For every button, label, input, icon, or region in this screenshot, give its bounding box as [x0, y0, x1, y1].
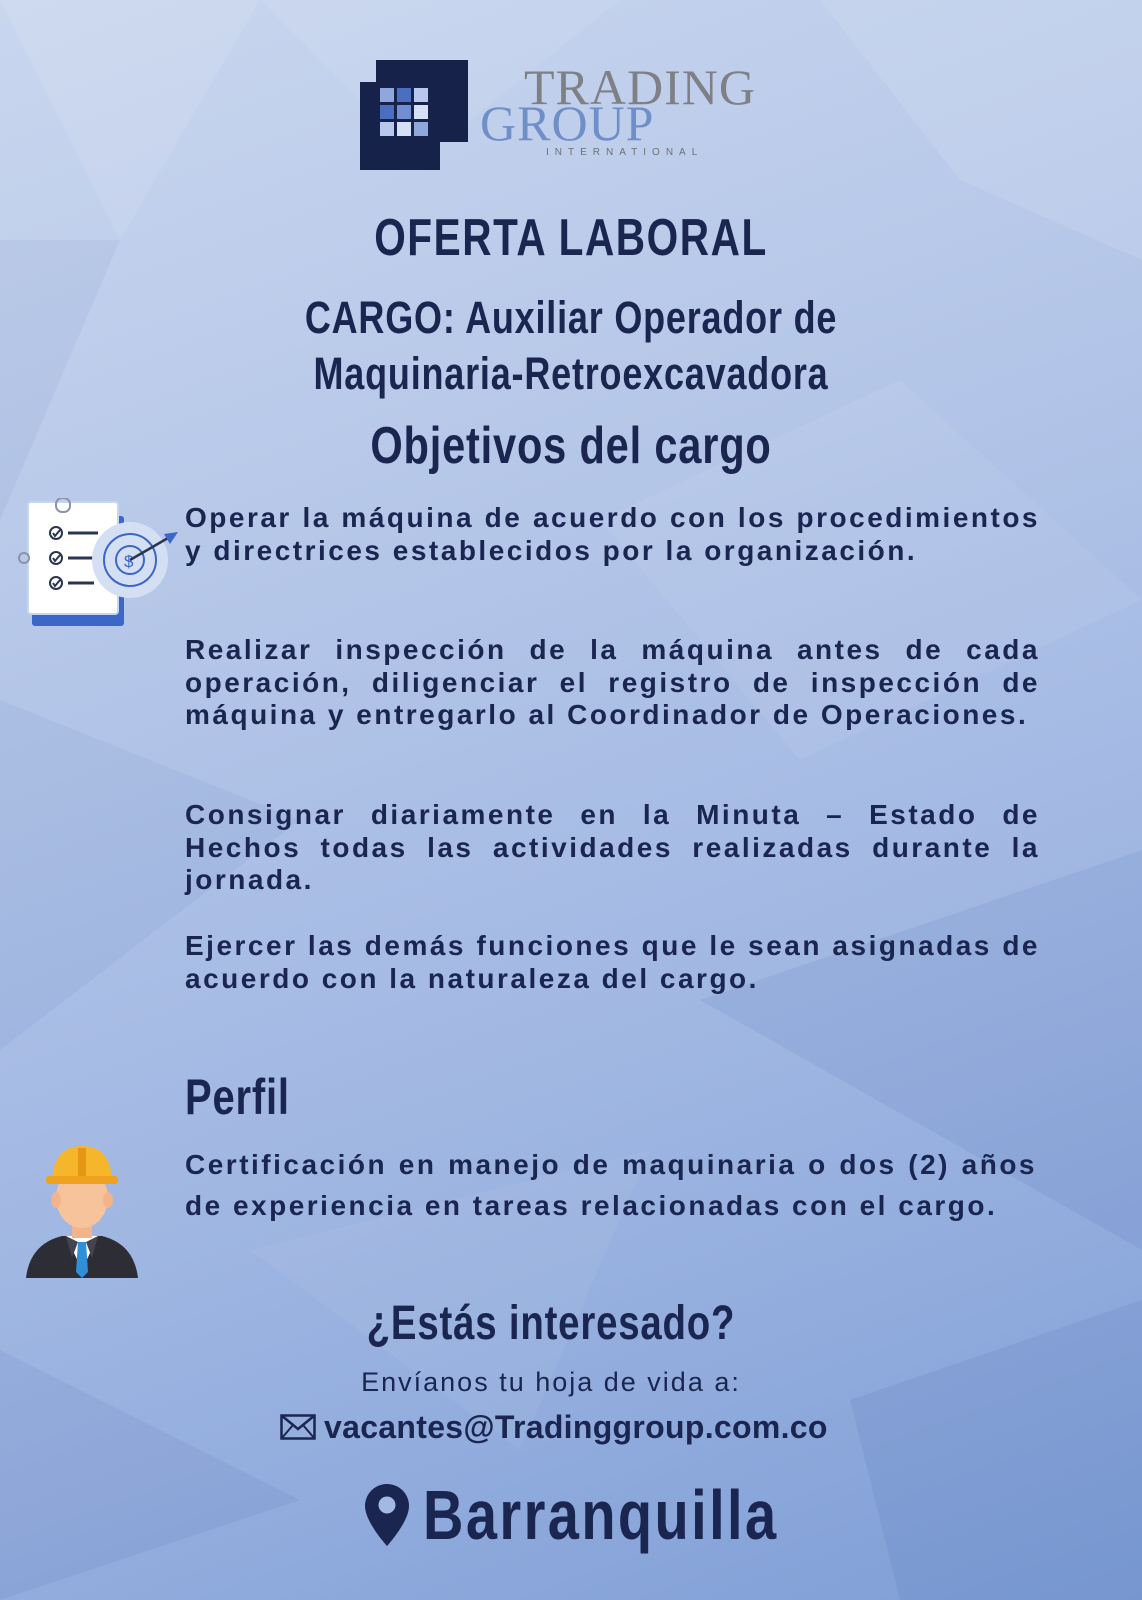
location	[365, 1470, 867, 1560]
logo-word-group: GROUP	[480, 95, 655, 151]
company-logo	[360, 60, 780, 175]
profile-text: Certificación en manejo de maquinaria o dos (2) años de experiencia en tareas relacionadas con el cargo.	[185, 1149, 1037, 1221]
objective-item: Ejercer las demás funciones que le sean asignadas de acuerdo con la naturaleza del cargo.	[185, 930, 1040, 994]
profile-heading: Perfil	[185, 1069, 290, 1125]
objectives-heading: Objetivos del cargo	[370, 417, 772, 475]
job-position-line-1: CARGO: Auxiliar Operador de	[304, 292, 838, 343]
map-pin-icon	[365, 1484, 409, 1546]
cta-heading: ¿Estás interesado?	[366, 1297, 736, 1350]
envelope-icon	[280, 1414, 316, 1440]
email-contact[interactable]	[280, 1407, 828, 1447]
logo-word-international: INTERNATIONAL	[546, 147, 704, 158]
objective-item: Realizar inspección de la máquina antes de cada operación, diligenciar el registro de inspección de máquina y entregarlo al Coordinador de Operaciones.	[185, 634, 1040, 730]
location-city: Barranquilla	[423, 1476, 779, 1554]
construction-worker-illustration	[26, 1146, 138, 1278]
job-position-line-2: Maquinaria-Retroexcavadora	[313, 348, 829, 399]
page-title: OFERTA LABORAL	[374, 209, 768, 267]
job-position	[114, 290, 1028, 402]
checklist-target-illustration	[18, 498, 183, 633]
svg-text:$: $	[124, 552, 134, 571]
objective-item: Consignar diariamente en la Minuta – Estado de Hechos todas las actividades realizadas durante la jornada.	[185, 799, 1040, 895]
cta-subtext: Envíanos tu hoja de vida a:	[361, 1367, 741, 1397]
logo-mark-icon	[360, 60, 472, 172]
objective-item: Operar la máquina de acuerdo con los procedimientos y directrices establecidos por la organización.	[185, 502, 1040, 566]
email-address-link[interactable]: vacantes@Tradinggroup.com.co	[324, 1408, 828, 1445]
logo-word-trading: TRADING	[524, 59, 756, 115]
